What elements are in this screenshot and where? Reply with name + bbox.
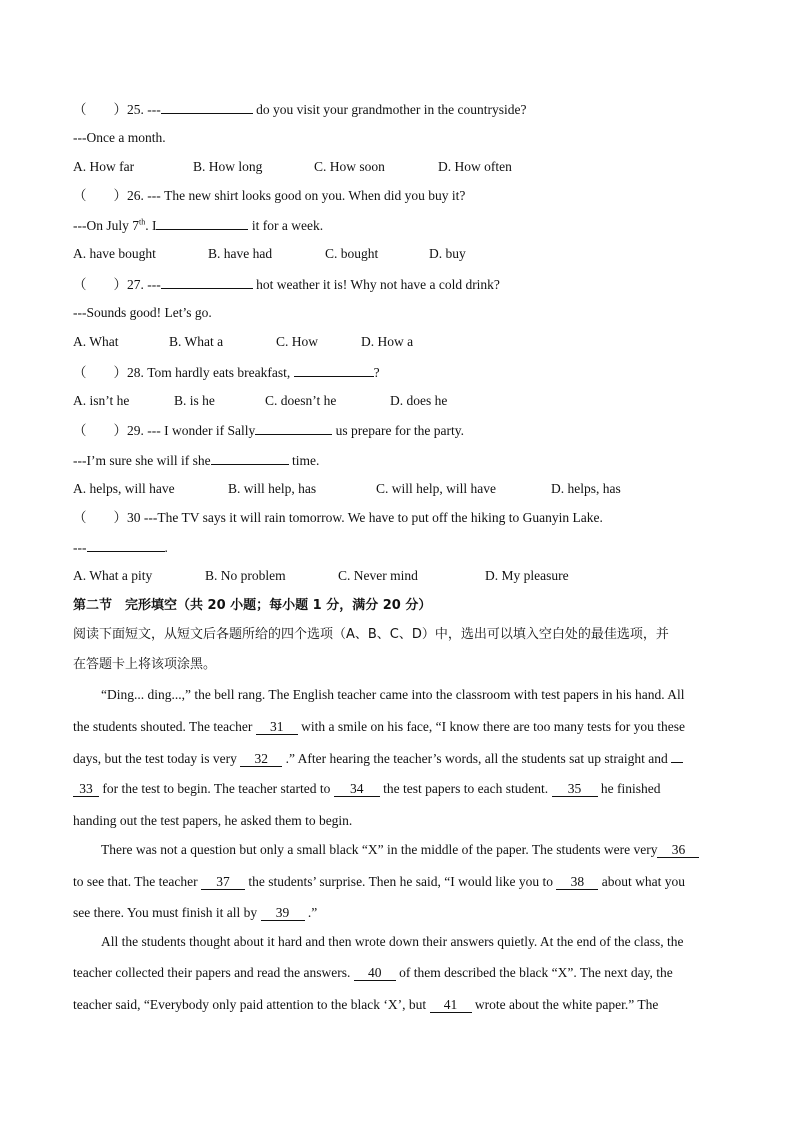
option-b: B. will help, has (228, 481, 317, 496)
question-25-stem: （ ）25. --- do you visit your grandmother in the countryside? (73, 102, 527, 117)
question-30-stem: （ ）30 ---The TV says it will rain tomorrow. We have to put off the hiking to Guanyin Lake. (73, 510, 603, 525)
option-b: B. is he (174, 393, 215, 408)
option-c: C. will help, will have (376, 481, 496, 496)
option-b: B. How long (193, 159, 263, 174)
option-d: D. buy (429, 246, 466, 261)
answer-blank (156, 216, 248, 230)
cloze-blank-37: 37 (201, 874, 245, 890)
option-a: A. helps, will have (73, 481, 175, 496)
question-28-stem: （ ）28. Tom hardly eats breakfast, ? (73, 365, 380, 380)
answer-blank (255, 421, 332, 435)
option-b: B. No problem (205, 568, 286, 583)
passage-line: All the students thought about it hard and then wrote down their answers quietly. At the end of the class, the (101, 934, 684, 949)
cloze-blank-35: 35 (552, 781, 598, 797)
cloze-blank-34: 34 (334, 781, 380, 797)
option-c: C. bought (325, 246, 379, 261)
answer-blank (294, 363, 374, 377)
answer-paren: （ ） (73, 423, 127, 438)
option-c: C. Never mind (338, 568, 418, 583)
question-25-reply: ---Once a month. (73, 130, 166, 145)
question-26-reply: ---On July 7th. I it for a week. (73, 217, 324, 233)
answer-paren: （ ） (73, 277, 127, 292)
answer-blank (161, 100, 253, 114)
passage-line: handing out the test papers, he asked them to begin. (73, 813, 353, 828)
option-d: D. does he (390, 393, 448, 408)
section-instruction: 阅读下面短文，从短文后各题所给的四个选项（A、B、C、D）中，选出可以填入空白处的最佳选项，并 (73, 627, 669, 642)
passage-line: days, but the test today is very 32 .” After hearing the teacher’s words, all the students sat up straight and (73, 749, 683, 768)
answer-paren: （ ） (73, 188, 127, 203)
option-d: D. How often (438, 159, 512, 174)
option-c: C. How soon (314, 159, 385, 174)
section-instruction-cont: 在答题卡上将该项涂黑。 (73, 657, 217, 672)
answer-paren: （ ） (73, 510, 127, 525)
cloze-blank-40: 40 (354, 965, 396, 981)
option-a: A. have bought (73, 246, 156, 261)
question-26-stem: （ ）26. --- The new shirt looks good on you. When did you buy it? (73, 188, 466, 203)
section-title: 第二节 完形填空（共 20 小题；每小题 1 分，满分 20 分） (73, 598, 432, 613)
cloze-blank-41: 41 (430, 997, 472, 1013)
cloze-blank-36: 36 (657, 842, 699, 858)
passage-line: see there. You must finish it all by 39 .” (73, 905, 318, 920)
question-29-stem: （ ）29. --- I wonder if Sally us prepare for the party. (73, 423, 465, 438)
answer-blank (671, 749, 683, 763)
question-27-stem: （ ）27. --- hot weather it is! Why not have a cold drink? (73, 277, 500, 292)
answer-paren: （ ） (73, 365, 127, 380)
cloze-blank-38: 38 (556, 874, 598, 890)
option-a: A. How far (73, 159, 135, 174)
option-a: A. What a pity (73, 568, 153, 583)
passage-line: to see that. The teacher 37 the students’ surprise. Then he said, “I would like you to 38 about what you (73, 874, 686, 889)
question-27-reply: ---Sounds good! Let’s go. (73, 305, 212, 320)
option-b: B. What a (169, 334, 224, 349)
option-c: C. How (276, 334, 319, 349)
question-30-reply: --- . (73, 540, 168, 555)
passage-line: the students shouted. The teacher 31 with a smile on his face, “I know there are too many tests for you these (73, 719, 685, 734)
passage-line: teacher collected their papers and read the answers. 40 of them described the black “X”. The next day, the (73, 965, 673, 980)
question-29-reply: ---I’m sure she will if she time. (73, 453, 320, 468)
passage-line: “Ding... ding...,” the bell rang. The English teacher came into the classroom with test papers in his hand. All (101, 687, 685, 702)
cloze-blank-39: 39 (261, 905, 305, 921)
passage-line: There was not a question but only a small black “X” in the middle of the paper. The students were very 36 (101, 841, 699, 859)
passage-line: teacher said, “Everybody only paid attention to the black ‘X’, but 41 wrote about the white paper.” The (73, 997, 659, 1012)
option-d: D. How a (361, 334, 414, 349)
option-a: A. isn’t he (73, 393, 130, 408)
option-c: C. doesn’t he (265, 393, 337, 408)
answer-blank (211, 451, 289, 465)
cloze-blank-32: 32 (240, 751, 282, 767)
cloze-blank-33: 33 (73, 781, 99, 797)
option-d: D. My pleasure (485, 568, 569, 583)
answer-blank (161, 275, 253, 289)
option-d: D. helps, has (551, 481, 621, 496)
answer-paren: （ ） (73, 102, 127, 117)
answer-blank (87, 538, 165, 552)
option-b: B. have had (208, 246, 273, 261)
cloze-blank-31: 31 (256, 719, 298, 735)
option-a: A. What (73, 334, 119, 349)
passage-line: 33 for the test to begin. The teacher started to 34 the test papers to each student. 35 he finished (73, 780, 661, 798)
